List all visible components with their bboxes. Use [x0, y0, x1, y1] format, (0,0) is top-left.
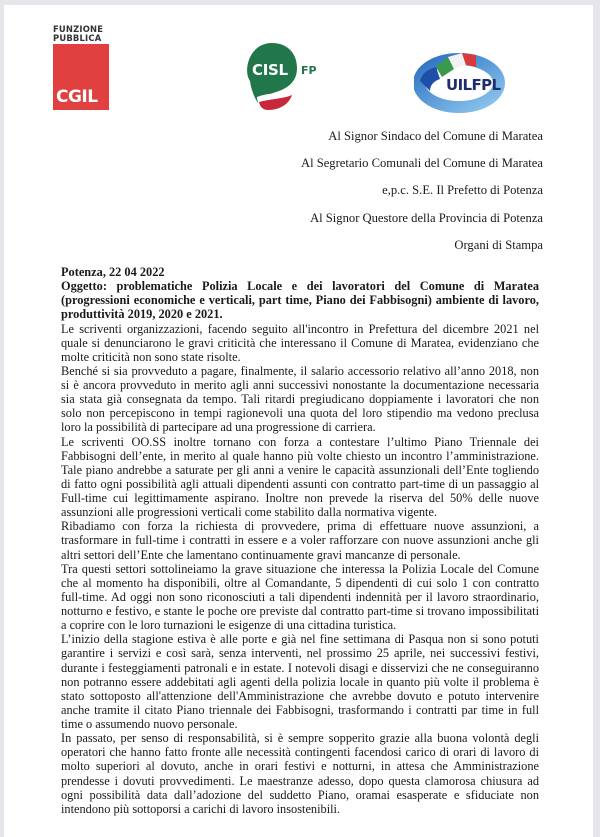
cisl-logo-suffix: FP: [301, 64, 317, 77]
subject-line: Oggetto: problematiche Polizia Locale e dei lavoratori del Comune di Maratea (progressioni economiche e verticali, part time, Piano dei Fabbisogni) ambiente di lavoro, produttività 2019, 2020 e 2021.: [61, 279, 539, 322]
cgil-logo-box: [53, 44, 109, 110]
cgil-logo-line-1: FUNZIONE: [53, 24, 104, 34]
cisl-fp-logo: [245, 41, 335, 113]
paragraph: Benché si sia provveduto a pagare, finalmente, il salario accessorio relativo all’anno 2018, non si è ancora provveduto in merito agli anni successivi nonostante la documentazione necessaria sia stata già consegnata da tempo. Tali ritardi pregiudicano doppiamente i lavoratori che non solo non percepiscono in tempi ragionevoli una quota del loro stipendio ma vedono preclusa loro la possibilità di partecipare ad una progressione di carriera.: [61, 363, 539, 435]
recipient-line: Al Signor Questore della Provincia di Potenza: [310, 210, 543, 225]
document-page: [4, 5, 593, 837]
paragraph: L’inizio della stagione estiva è alle porte e già nel fine settimana di Pasqua non si sono potuti garantire i servizi e così sarà, senza interventi, nel prossimo 25 aprile, nei successivi festivi, durante i festeggiamenti patronali e in estate. I notevoli disagi e disservizi che ne conseguiranno non potranno essere addebitati agli agenti della polizia locale in quanto più volte il problema è stato sottoposto all'attenzione dell'Amministrazione che avrebbe dovuto e potuto intervenire anche tramite il citato Piano triennale dei Fabbisogni, trasformando i contratti par time in full time o assumendo nuovo personale.: [61, 632, 539, 731]
letter-body: [61, 265, 539, 816]
cgil-logo-text: CGIL: [56, 87, 98, 108]
paragraph: Le scriventi organizzazioni, facendo seguito all'incontro in Prefettura del dicembre 2021 nel quale si denunciarono le gravi criticità che interessano il Comune di Maratea, evidenziano che molte criticità non sono state risolte.: [61, 321, 539, 364]
cgil-logo-line-2: PUBBLICA: [53, 32, 102, 43]
paragraph: In passato, per senso di responsabilità, si è sempre sopperito grazie alla buona volontà degli operatori che hanno fatto fronte alle necessità contingenti facendosi carico di orari di lavoro di molto superiori al dovuto, anche in orari festivi e notturni, in attesa che Amministrazione prendesse i dovuti provvedimenti. Le maestranze adesso, dopo questa clamorosa chiusura ad ogni possibilità data dall’adozione del suddetto Piano, oramai esasperate e sfiduciate non intendono più sottoporsi a carichi di lavoro insostenibili.: [61, 731, 539, 816]
cisl-logo-text: CISL: [252, 61, 288, 79]
paragraph: Le scriventi OO.SS inoltre tornano con forza a contestare l’ultimo Piano Triennale dei Fabbisogni dell’ente, in merito al quale hanno più volte chiesto un incontro l’amministrazione. Tale piano andrebbe a saturate per gli anni a venire le capacità assunzionali dell’Ente togliendo di fatto ogni possibilità agli attuali dipendenti assunti con contratto part-time di un passaggio al Full-time cui legittimamente aspirano. Inoltre non prevede la riserva del 50% delle nuove assunzioni alle progressioni verticali come stabilito dalla normativa vigente.: [61, 434, 539, 520]
recipient-line: Al Segretario Comunali del Comune di Maratea: [300, 156, 543, 171]
recipient-line: Organi di Stampa: [454, 237, 543, 252]
recipients-block: [301, 123, 543, 259]
recipient-line: Al Signor Sindaco del Comune di Maratea: [328, 129, 543, 143]
uil-logo-text: UILFPL: [446, 76, 501, 94]
paragraph: Tra questi settori sottolineiamo la grave situazione che interessa la Polizia Locale del Comune che al momento ha disponibili, oltre al Comandante, 5 dipendenti di cui solo 1 con contratto full-time. Ad oggi non sono riconosciuti a tali dipendenti indennità per il lavoro straordinario, notturno e festivo, e stante le poche ore previste dal contratto part-time si trovano impossibilitati a coprire con le loro turnazioni le esigenze di una cittadina turistica.: [61, 561, 539, 633]
paragraph: Ribadiamo con forza la richiesta di provvedere, prima di effettuare nuove assunzioni, a trasformare in full-time i contratti in essere e a voler rafforzare con nuove assunzioni anche gli altri settori dell’Ente che lamentano continuamente gravi mancanze di personale.: [61, 519, 539, 562]
cgil-logo: [53, 25, 113, 110]
recipient-line: e,p.c. S.E. Il Prefetto di Potenza: [382, 183, 543, 198]
logo-header: [4, 5, 593, 115]
uil-fpl-logo: [414, 45, 534, 115]
date-line: Potenza, 22 04 2022: [61, 265, 165, 279]
